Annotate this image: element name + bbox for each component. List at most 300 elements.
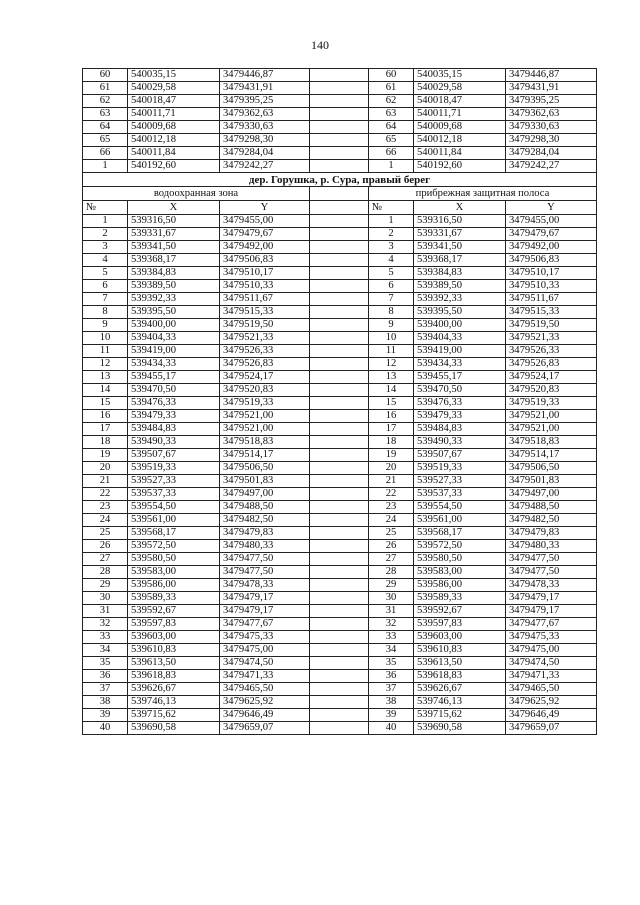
right-point-number: 31	[369, 605, 414, 618]
gap-cell	[310, 553, 369, 566]
gap-cell	[310, 709, 369, 722]
table-row	[83, 134, 597, 147]
left-y-value: 3479519,50	[220, 319, 310, 332]
right-x-value: 539455,17	[414, 371, 506, 384]
right-x-value: 539392,33	[414, 293, 506, 306]
table-row	[83, 436, 597, 449]
gap-cell	[310, 293, 369, 306]
left-point-number: 64	[83, 121, 128, 134]
left-x-value: 539392,33	[128, 293, 220, 306]
right-y-value: 3479526,33	[506, 345, 597, 358]
left-x-value: 539589,33	[128, 592, 220, 605]
table-row	[83, 371, 597, 384]
table-row	[83, 108, 597, 121]
right-x-value: 539419,00	[414, 345, 506, 358]
gap-cell	[310, 228, 369, 241]
gap-cell	[310, 134, 369, 147]
gap-cell	[310, 371, 369, 384]
table-row	[83, 696, 597, 709]
right-y-value: 3479526,83	[506, 358, 597, 371]
left-point-number: 61	[83, 82, 128, 95]
gap-cell	[310, 436, 369, 449]
right-x-value: 539479,33	[414, 410, 506, 423]
left-point-number: 5	[83, 267, 128, 280]
right-point-number: 20	[369, 462, 414, 475]
right-point-number: 10	[369, 332, 414, 345]
right-point-number: 39	[369, 709, 414, 722]
right-x-value: 539519,33	[414, 462, 506, 475]
table-row	[83, 605, 597, 618]
right-point-number: 34	[369, 644, 414, 657]
right-x-value: 539613,50	[414, 657, 506, 670]
right-y-value: 3479492,00	[506, 241, 597, 254]
right-x-value: 539572,50	[414, 540, 506, 553]
left-point-number: 2	[83, 228, 128, 241]
left-x-value: 540029,58	[128, 82, 220, 95]
right-x-value: 540029,58	[414, 82, 506, 95]
table-row	[83, 121, 597, 134]
left-point-number: 29	[83, 579, 128, 592]
right-y-value: 3479515,33	[506, 306, 597, 319]
right-x-value: 539384,83	[414, 267, 506, 280]
right-y-value: 3479511,67	[506, 293, 597, 306]
left-point-number: 32	[83, 618, 128, 631]
right-x-value: 539592,67	[414, 605, 506, 618]
table-row	[83, 293, 597, 306]
left-y-value: 3479526,83	[220, 358, 310, 371]
right-x-value: 539470,50	[414, 384, 506, 397]
right-point-number: 37	[369, 683, 414, 696]
right-y-value: 3479501,83	[506, 475, 597, 488]
table-row	[83, 449, 597, 462]
left-point-number: 26	[83, 540, 128, 553]
left-x-value: 539490,33	[128, 436, 220, 449]
left-y-value: 3479479,17	[220, 592, 310, 605]
gap-cell	[310, 475, 369, 488]
right-x-value: 540018,47	[414, 95, 506, 108]
right-x-value: 540011,84	[414, 147, 506, 160]
left-y-value: 3479514,17	[220, 449, 310, 462]
left-x-value: 539618,83	[128, 670, 220, 683]
gap-cell	[310, 201, 369, 215]
right-y-value: 3479477,67	[506, 618, 597, 631]
table-row	[83, 319, 597, 332]
left-point-number: 35	[83, 657, 128, 670]
table-row	[83, 670, 597, 683]
left-x-value: 539610,83	[128, 644, 220, 657]
page-number: 140	[311, 38, 329, 52]
left-point-number: 17	[83, 423, 128, 436]
right-y-value: 3479475,33	[506, 631, 597, 644]
section-header	[83, 173, 597, 215]
gap-cell	[310, 384, 369, 397]
right-y-value: 3479519,33	[506, 397, 597, 410]
right-point-number: 61	[369, 82, 414, 95]
table-row	[83, 82, 597, 95]
table-row	[83, 514, 597, 527]
left-x-value: 539507,67	[128, 449, 220, 462]
left-y-value: 3479510,33	[220, 280, 310, 293]
left-x-value: 539746,13	[128, 696, 220, 709]
right-point-number: 65	[369, 134, 414, 147]
gap-cell	[310, 605, 369, 618]
right-x-value: 539316,50	[414, 215, 506, 228]
table-row	[83, 566, 597, 579]
left-y-value: 3479478,33	[220, 579, 310, 592]
right-x-value: 539389,50	[414, 280, 506, 293]
left-x-value: 539476,33	[128, 397, 220, 410]
right-point-number: 2	[369, 228, 414, 241]
left-y-value: 3479515,33	[220, 306, 310, 319]
right-y-value: 3479524,17	[506, 371, 597, 384]
right-y-value: 3479474,50	[506, 657, 597, 670]
left-y-value: 3479479,17	[220, 605, 310, 618]
coordinates-table	[82, 68, 597, 735]
right-y-value: 3479510,33	[506, 280, 597, 293]
right-y-value: 3479242,27	[506, 160, 597, 173]
gap-cell	[310, 332, 369, 345]
gap-cell	[310, 722, 369, 735]
table-row	[83, 722, 597, 735]
left-x-value: 539527,33	[128, 475, 220, 488]
right-x-value: 540035,15	[414, 69, 506, 82]
right-x-value: 539586,00	[414, 579, 506, 592]
table-row	[83, 540, 597, 553]
gap-cell	[310, 540, 369, 553]
left-y-value: 3479625,92	[220, 696, 310, 709]
left-y-value: 3479501,83	[220, 475, 310, 488]
table-row	[83, 228, 597, 241]
left-point-number: 14	[83, 384, 128, 397]
right-point-number: 35	[369, 657, 414, 670]
gap-cell	[310, 631, 369, 644]
left-y-value: 3479465,50	[220, 683, 310, 696]
table-row	[83, 592, 597, 605]
right-point-number: 36	[369, 670, 414, 683]
table-row	[83, 345, 597, 358]
left-point-number: 3	[83, 241, 128, 254]
right-y-value: 3479471,33	[506, 670, 597, 683]
right-y-header: Y	[506, 201, 597, 215]
right-x-value: 539690,58	[414, 722, 506, 735]
left-point-number: 18	[83, 436, 128, 449]
right-y-value: 3479506,83	[506, 254, 597, 267]
left-point-number: 25	[83, 527, 128, 540]
left-point-number: 31	[83, 605, 128, 618]
right-y-value: 3479479,17	[506, 592, 597, 605]
right-y-value: 3479497,00	[506, 488, 597, 501]
right-x-value: 539331,67	[414, 228, 506, 241]
right-x-value: 539341,50	[414, 241, 506, 254]
right-point-number: 3	[369, 241, 414, 254]
left-y-value: 3479492,00	[220, 241, 310, 254]
right-x-value: 539507,67	[414, 449, 506, 462]
gap-cell	[310, 306, 369, 319]
table-row	[83, 397, 597, 410]
right-x-value: 539395,50	[414, 306, 506, 319]
right-x-value: 539368,17	[414, 254, 506, 267]
right-point-number: 7	[369, 293, 414, 306]
left-y-value: 3479524,17	[220, 371, 310, 384]
right-y-value: 3479477,50	[506, 566, 597, 579]
right-y-value: 3479510,17	[506, 267, 597, 280]
left-x-value: 539554,50	[128, 501, 220, 514]
right-y-value: 3479479,67	[506, 228, 597, 241]
left-y-value: 3479395,25	[220, 95, 310, 108]
right-point-number: 64	[369, 121, 414, 134]
left-x-value: 539580,50	[128, 553, 220, 566]
right-point-number: 38	[369, 696, 414, 709]
left-y-value: 3479646,49	[220, 709, 310, 722]
gap-cell	[310, 579, 369, 592]
left-x-value: 539341,50	[128, 241, 220, 254]
table-row	[83, 501, 597, 514]
left-point-number: 8	[83, 306, 128, 319]
left-y-value: 3479506,83	[220, 254, 310, 267]
left-point-number: 16	[83, 410, 128, 423]
right-point-number: 5	[369, 267, 414, 280]
right-y-value: 3479362,63	[506, 108, 597, 121]
table-row	[83, 631, 597, 644]
gap-cell	[310, 254, 369, 267]
right-point-number: 13	[369, 371, 414, 384]
right-x-value: 539618,83	[414, 670, 506, 683]
right-point-number: 1	[369, 215, 414, 228]
gap-cell	[310, 670, 369, 683]
left-y-value: 3479521,33	[220, 332, 310, 345]
right-point-number: 26	[369, 540, 414, 553]
right-x-value: 540012,18	[414, 134, 506, 147]
left-point-number: 13	[83, 371, 128, 384]
left-y-header: Y	[220, 201, 310, 215]
right-x-value: 539561,00	[414, 514, 506, 527]
gap-cell	[310, 462, 369, 475]
left-y-value: 3479475,33	[220, 631, 310, 644]
left-x-value: 539455,17	[128, 371, 220, 384]
table-row	[83, 410, 597, 423]
right-y-value: 3479330,63	[506, 121, 597, 134]
right-num-header: №	[369, 201, 414, 215]
right-point-number: 63	[369, 108, 414, 121]
right-y-value: 3479455,00	[506, 215, 597, 228]
left-y-value: 3479330,63	[220, 121, 310, 134]
left-point-number: 30	[83, 592, 128, 605]
left-point-number: 66	[83, 147, 128, 160]
left-point-number: 6	[83, 280, 128, 293]
table-row	[83, 306, 597, 319]
left-point-number: 38	[83, 696, 128, 709]
gap-cell	[310, 683, 369, 696]
right-x-value: 539527,33	[414, 475, 506, 488]
table-row	[83, 215, 597, 228]
right-point-number: 1	[369, 160, 414, 173]
table-row	[83, 358, 597, 371]
left-x-value: 539603,00	[128, 631, 220, 644]
right-x-value: 539400,00	[414, 319, 506, 332]
right-zone-title: прибрежная защитная полоса	[369, 187, 597, 201]
gap-cell	[310, 319, 369, 332]
left-num-header: №	[83, 201, 128, 215]
right-y-value: 3479482,50	[506, 514, 597, 527]
right-point-number: 4	[369, 254, 414, 267]
left-point-number: 11	[83, 345, 128, 358]
right-y-value: 3479506,50	[506, 462, 597, 475]
left-y-value: 3479242,27	[220, 160, 310, 173]
right-y-value: 3479431,91	[506, 82, 597, 95]
right-x-value: 539597,83	[414, 618, 506, 631]
gap-cell	[310, 514, 369, 527]
table-row	[83, 527, 597, 540]
left-point-number: 21	[83, 475, 128, 488]
left-x-value: 539470,50	[128, 384, 220, 397]
left-y-value: 3479510,17	[220, 267, 310, 280]
right-x-value: 539715,62	[414, 709, 506, 722]
gap-cell	[310, 618, 369, 631]
left-y-value: 3479475,00	[220, 644, 310, 657]
left-y-value: 3479488,50	[220, 501, 310, 514]
left-x-value: 539404,33	[128, 332, 220, 345]
left-x-value: 539484,83	[128, 423, 220, 436]
gap-cell	[310, 566, 369, 579]
left-point-number: 9	[83, 319, 128, 332]
table-row	[83, 618, 597, 631]
left-y-value: 3479506,50	[220, 462, 310, 475]
table-row	[83, 475, 597, 488]
left-point-number: 20	[83, 462, 128, 475]
left-x-value: 539613,50	[128, 657, 220, 670]
right-y-value: 3479520,83	[506, 384, 597, 397]
left-x-value: 539400,00	[128, 319, 220, 332]
left-x-value: 539626,67	[128, 683, 220, 696]
table-row	[83, 644, 597, 657]
right-x-value: 539404,33	[414, 332, 506, 345]
left-y-value: 3479479,83	[220, 527, 310, 540]
table-row	[83, 267, 597, 280]
right-x-value: 540011,71	[414, 108, 506, 121]
right-point-number: 17	[369, 423, 414, 436]
table-row	[83, 683, 597, 696]
left-point-number: 65	[83, 134, 128, 147]
right-y-value: 3479521,00	[506, 423, 597, 436]
left-point-number: 36	[83, 670, 128, 683]
left-x-value: 539331,67	[128, 228, 220, 241]
right-point-number: 33	[369, 631, 414, 644]
right-x-value: 539580,50	[414, 553, 506, 566]
right-y-value: 3479519,50	[506, 319, 597, 332]
gap-cell	[310, 267, 369, 280]
left-x-value: 539395,50	[128, 306, 220, 319]
right-y-value: 3479477,50	[506, 553, 597, 566]
left-point-number: 4	[83, 254, 128, 267]
right-y-value: 3479478,33	[506, 579, 597, 592]
right-x-value: 539490,33	[414, 436, 506, 449]
right-point-number: 30	[369, 592, 414, 605]
right-y-value: 3479395,25	[506, 95, 597, 108]
left-x-value: 539384,83	[128, 267, 220, 280]
left-point-number: 37	[83, 683, 128, 696]
left-x-value: 539568,17	[128, 527, 220, 540]
table-row	[83, 553, 597, 566]
left-x-value: 539572,50	[128, 540, 220, 553]
gap-cell	[310, 187, 369, 201]
right-x-value: 539484,83	[414, 423, 506, 436]
table-row	[83, 709, 597, 722]
left-y-value: 3479446,87	[220, 69, 310, 82]
left-point-number: 33	[83, 631, 128, 644]
left-x-value: 539537,33	[128, 488, 220, 501]
left-x-value: 540192,60	[128, 160, 220, 173]
right-y-value: 3479479,83	[506, 527, 597, 540]
gap-cell	[310, 241, 369, 254]
right-point-number: 27	[369, 553, 414, 566]
left-y-value: 3479520,83	[220, 384, 310, 397]
gap-cell	[310, 280, 369, 293]
table-row	[83, 488, 597, 501]
left-point-number: 60	[83, 69, 128, 82]
right-point-number: 15	[369, 397, 414, 410]
left-y-value: 3479431,91	[220, 82, 310, 95]
gap-cell	[310, 449, 369, 462]
right-x-value: 539589,33	[414, 592, 506, 605]
right-y-value: 3479646,49	[506, 709, 597, 722]
table-row	[83, 160, 597, 173]
left-point-number: 62	[83, 95, 128, 108]
right-point-number: 40	[369, 722, 414, 735]
left-point-number: 40	[83, 722, 128, 735]
table-row	[83, 95, 597, 108]
right-point-number: 16	[369, 410, 414, 423]
table-row	[83, 423, 597, 436]
gap-cell	[310, 358, 369, 371]
left-point-number: 39	[83, 709, 128, 722]
left-y-value: 3479298,30	[220, 134, 310, 147]
right-point-number: 25	[369, 527, 414, 540]
left-zone-title: водоохранная зона	[83, 187, 310, 201]
top-rows	[83, 69, 597, 173]
left-y-value: 3479474,50	[220, 657, 310, 670]
gap-cell	[310, 488, 369, 501]
right-y-value: 3479446,87	[506, 69, 597, 82]
left-point-number: 23	[83, 501, 128, 514]
left-y-value: 3479455,00	[220, 215, 310, 228]
left-point-number: 22	[83, 488, 128, 501]
left-y-value: 3479477,67	[220, 618, 310, 631]
right-point-number: 19	[369, 449, 414, 462]
table-row	[83, 280, 597, 293]
left-x-value: 539583,00	[128, 566, 220, 579]
right-y-value: 3479518,83	[506, 436, 597, 449]
right-x-value: 540192,60	[414, 160, 506, 173]
left-point-number: 34	[83, 644, 128, 657]
main-rows	[83, 215, 597, 735]
gap-cell	[310, 215, 369, 228]
right-y-value: 3479480,33	[506, 540, 597, 553]
table-row	[83, 147, 597, 160]
gap-cell	[310, 95, 369, 108]
right-y-value: 3479625,92	[506, 696, 597, 709]
left-point-number: 7	[83, 293, 128, 306]
left-y-value: 3479497,00	[220, 488, 310, 501]
gap-cell	[310, 147, 369, 160]
left-y-value: 3479521,00	[220, 423, 310, 436]
left-x-header: X	[128, 201, 220, 215]
right-point-number: 21	[369, 475, 414, 488]
left-y-value: 3479479,67	[220, 228, 310, 241]
left-x-value: 539690,58	[128, 722, 220, 735]
gap-cell	[310, 397, 369, 410]
right-y-value: 3479521,33	[506, 332, 597, 345]
left-x-value: 539316,50	[128, 215, 220, 228]
